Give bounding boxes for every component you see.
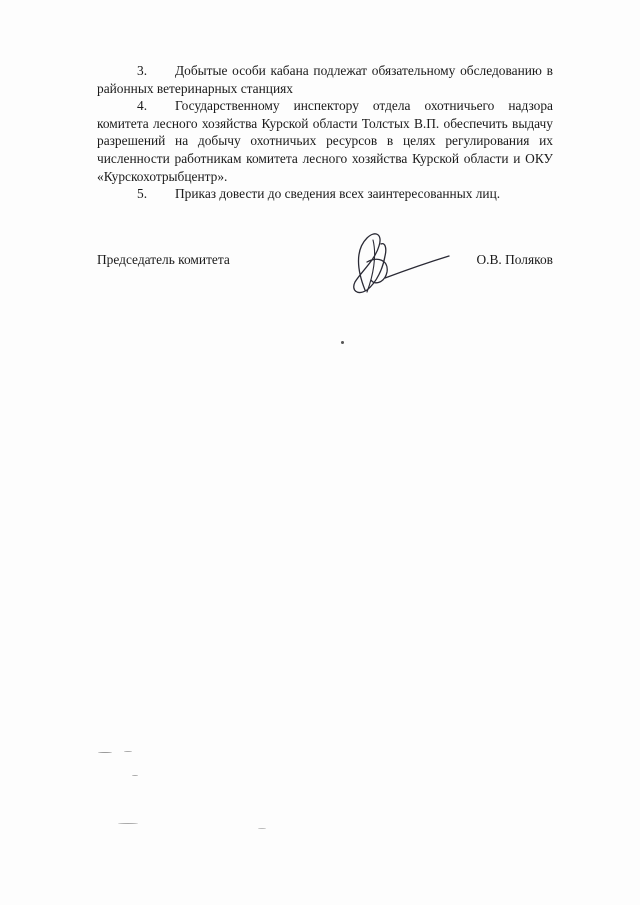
scan-speck: [258, 828, 266, 829]
scan-speck: [132, 775, 138, 776]
handwritten-signature-icon: [327, 220, 457, 310]
paragraph-3: [97, 62, 553, 97]
scan-speck: [124, 751, 132, 752]
scan-speck: [118, 823, 138, 824]
signatory-title: Председатель комитета: [97, 252, 230, 267]
paragraph-text: Добытые особи кабана подлежат обязательному обследованию в районных ветеринарных станциях: [97, 63, 553, 96]
signature-block: [97, 250, 553, 320]
scan-speck: [341, 341, 344, 344]
paragraph-5: [97, 185, 553, 203]
paragraph-text: Государственному инспектору отдела охотничьего надзора комитета лесного хозяйства Курской области Толстых В.П. обеспечить выдачу разрешений на добычу охотничьих ресурсов в целях регулирования их численности работникам комитета лесного хозяйства Курской области и ОКУ «Курскохотрыбцентр».: [97, 98, 553, 184]
paragraph-number: 3.: [137, 63, 148, 78]
paragraph-4: [97, 97, 553, 185]
scan-speck: [98, 752, 112, 753]
paragraph-number: 4.: [137, 98, 148, 114]
document-body: [97, 62, 553, 203]
signatory-name: О.В. Поляков: [476, 252, 553, 267]
paragraph-text: Приказ довести до сведения всех заинтересованных лиц.: [175, 186, 501, 202]
paragraph-number: 5.: [137, 186, 148, 202]
